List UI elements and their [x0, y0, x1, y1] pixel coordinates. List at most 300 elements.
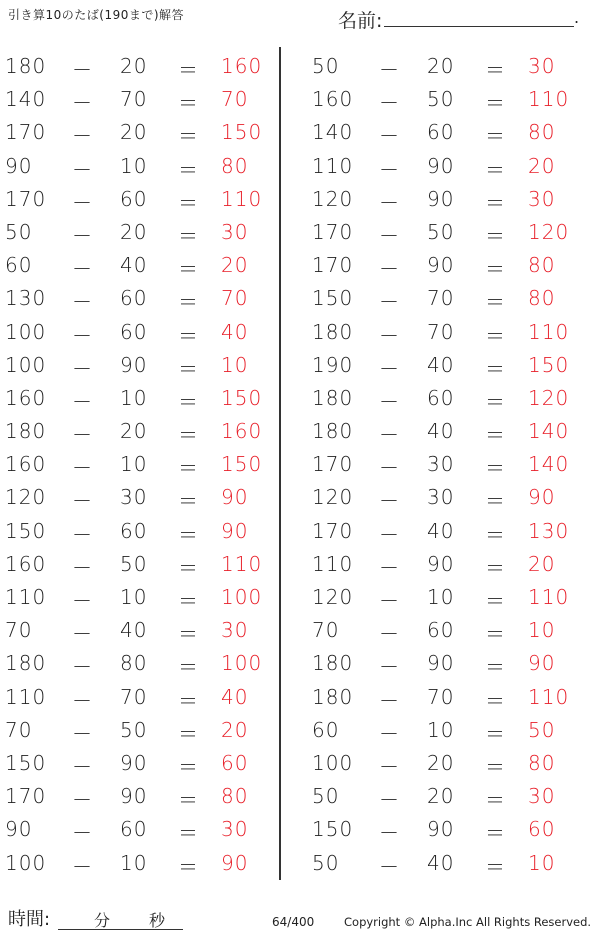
minuend: 50: [312, 784, 340, 809]
minuend: 110: [5, 684, 47, 709]
minus-sign: －: [72, 290, 92, 315]
answer: 20: [528, 551, 556, 576]
subtrahend: 50: [120, 717, 148, 742]
problem-row: [0, 547, 280, 580]
minus-sign: －: [379, 190, 399, 215]
answer: 40: [221, 319, 249, 344]
minuend: 100: [5, 850, 47, 875]
minus-sign: －: [72, 489, 92, 514]
subtrahend: 90: [120, 352, 148, 377]
answer: 80: [221, 784, 249, 809]
answer: 110: [528, 684, 570, 709]
subtrahend: 60: [427, 385, 455, 410]
minuend: 90: [5, 817, 33, 842]
copyright: Copyright © Alpha.Inc All Rights Reserved.: [344, 915, 592, 929]
subtrahend: 20: [120, 120, 148, 145]
problem-row: [307, 447, 587, 480]
subtrahend: 20: [427, 750, 455, 775]
subtrahend: 60: [120, 319, 148, 344]
subtrahend: 90: [427, 186, 455, 211]
problem-row: [307, 680, 587, 713]
subtrahend: 90: [120, 750, 148, 775]
subtrahend: 70: [427, 319, 455, 344]
problem-row: [0, 713, 280, 746]
problem-row: [307, 182, 587, 215]
answer: 60: [528, 817, 556, 842]
answer: 80: [528, 750, 556, 775]
subtrahend: 60: [120, 518, 148, 543]
minus-sign: －: [72, 91, 92, 116]
equals-sign: ＝: [178, 91, 198, 116]
minus-sign: －: [72, 522, 92, 547]
subtrahend: 30: [120, 485, 148, 510]
minuend: 170: [312, 518, 354, 543]
equals-sign: ＝: [485, 854, 505, 879]
minus-sign: －: [379, 257, 399, 282]
subtrahend: 40: [427, 518, 455, 543]
equals-sign: ＝: [485, 555, 505, 580]
subtrahend: 10: [120, 585, 148, 609]
problem-row: [307, 115, 587, 148]
left-problem-column: [0, 49, 280, 879]
minus-sign: －: [379, 223, 399, 248]
minus-sign: －: [379, 655, 399, 680]
minus-sign: －: [379, 91, 399, 116]
equals-sign: ＝: [485, 190, 505, 215]
subtrahend: 30: [427, 485, 455, 510]
equals-sign: ＝: [178, 257, 198, 282]
subtrahend: 10: [427, 717, 455, 742]
equals-sign: ＝: [178, 688, 198, 713]
subtrahend: 50: [427, 219, 455, 244]
answer: 30: [221, 618, 249, 643]
problem-row: [0, 646, 280, 679]
answer: 120: [528, 219, 570, 244]
problem-row: [0, 82, 280, 115]
problem-row: [307, 646, 587, 679]
column-divider: [279, 47, 281, 880]
problem-row: [307, 215, 587, 248]
minus-sign: －: [379, 489, 399, 514]
answer: 150: [221, 385, 263, 410]
subtrahend: 20: [427, 784, 455, 809]
problem-row: [307, 613, 587, 646]
answer: 90: [221, 485, 249, 510]
problem-row: [0, 248, 280, 281]
equals-sign: ＝: [178, 489, 198, 514]
equals-sign: ＝: [485, 688, 505, 713]
problem-row: [307, 149, 587, 182]
answer: 20: [221, 717, 249, 742]
subtrahend: 10: [120, 153, 148, 178]
answer: 30: [528, 54, 556, 78]
subtrahend: 20: [120, 54, 148, 78]
subtrahend: 60: [120, 186, 148, 211]
equals-sign: ＝: [178, 555, 198, 580]
answer: 50: [528, 717, 556, 742]
answer: 10: [528, 850, 556, 875]
answer: 130: [528, 518, 570, 543]
minus-sign: －: [379, 522, 399, 547]
minuend: 70: [5, 618, 33, 643]
minuend: 100: [312, 750, 354, 775]
minuend: 100: [5, 352, 47, 377]
answer: 160: [221, 54, 263, 78]
problem-row: [0, 779, 280, 812]
answer: 110: [528, 319, 570, 344]
minus-sign: －: [379, 456, 399, 481]
answer: 30: [528, 186, 556, 211]
problem-row: [0, 348, 280, 381]
problem-row: [0, 514, 280, 547]
minus-sign: －: [72, 157, 92, 182]
answer: 70: [221, 286, 249, 311]
answer: 110: [221, 186, 263, 211]
equals-sign: ＝: [485, 622, 505, 647]
minus-sign: －: [72, 456, 92, 481]
minus-sign: －: [72, 124, 92, 149]
subtrahend: 40: [427, 419, 455, 444]
answer: 40: [221, 684, 249, 709]
problem-row: [307, 348, 587, 381]
minuend: 50: [312, 850, 340, 875]
answer: 110: [221, 551, 263, 576]
problem-row: [0, 381, 280, 414]
equals-sign: ＝: [485, 489, 505, 514]
minus-sign: －: [379, 721, 399, 746]
subtrahend: 40: [120, 253, 148, 278]
minuend: 180: [312, 319, 354, 344]
problem-row: [0, 182, 280, 215]
minus-sign: －: [379, 622, 399, 647]
problem-row: [0, 812, 280, 845]
problem-row: [0, 680, 280, 713]
minus-sign: －: [72, 655, 92, 680]
equals-sign: ＝: [485, 356, 505, 381]
minuend: 60: [5, 253, 33, 278]
equals-sign: ＝: [178, 157, 198, 182]
minuend: 150: [312, 817, 354, 842]
minutes-label: 分: [94, 911, 111, 930]
minuend: 170: [312, 219, 354, 244]
subtrahend: 40: [427, 850, 455, 875]
problem-row: [307, 713, 587, 746]
minuend: 180: [5, 419, 47, 444]
equals-sign: ＝: [178, 721, 198, 746]
equals-sign: ＝: [178, 124, 198, 149]
equals-sign: ＝: [178, 58, 198, 82]
minuend: 50: [312, 54, 340, 78]
minus-sign: －: [72, 257, 92, 282]
answer: 80: [221, 153, 249, 178]
minus-sign: －: [72, 788, 92, 813]
minus-sign: －: [379, 290, 399, 315]
subtrahend: 10: [427, 585, 455, 609]
equals-sign: ＝: [485, 456, 505, 481]
problem-row: [307, 514, 587, 547]
right-problem-column: [307, 49, 587, 879]
answer: 120: [528, 385, 570, 410]
minuend: 180: [312, 684, 354, 709]
subtrahend: 30: [427, 452, 455, 477]
minuend: 180: [5, 54, 47, 78]
answer: 90: [221, 518, 249, 543]
problem-row: [0, 215, 280, 248]
minuend: 190: [312, 352, 354, 377]
answer: 20: [221, 253, 249, 278]
minuend: 160: [5, 551, 47, 576]
minuend: 150: [5, 750, 47, 775]
problem-row: [307, 812, 587, 845]
answer: 80: [528, 120, 556, 145]
problem-row: [307, 248, 587, 281]
answer: 140: [528, 452, 570, 477]
subtrahend: 60: [427, 618, 455, 643]
problem-row: [307, 547, 587, 580]
equals-sign: ＝: [178, 522, 198, 547]
equals-sign: ＝: [485, 58, 505, 82]
subtrahend: 80: [120, 651, 148, 676]
problem-row: [307, 281, 587, 314]
answer: 150: [221, 452, 263, 477]
minus-sign: －: [379, 323, 399, 348]
answer: 150: [528, 352, 570, 377]
minus-sign: －: [379, 555, 399, 580]
equals-sign: ＝: [178, 456, 198, 481]
problem-row: [307, 315, 587, 348]
subtrahend: 50: [120, 551, 148, 576]
minuend: 180: [312, 651, 354, 676]
minus-sign: －: [379, 589, 399, 613]
answer: 110: [528, 87, 570, 112]
subtrahend: 60: [427, 120, 455, 145]
minuend: 150: [5, 518, 47, 543]
problem-row: [307, 414, 587, 447]
problem-row: [0, 49, 280, 82]
minus-sign: －: [379, 124, 399, 149]
problem-row: [0, 447, 280, 480]
minuend: 110: [312, 153, 354, 178]
subtrahend: 90: [427, 551, 455, 576]
equals-sign: ＝: [178, 356, 198, 381]
problem-row: [307, 381, 587, 414]
subtrahend: 90: [427, 817, 455, 842]
equals-sign: ＝: [485, 323, 505, 348]
minus-sign: －: [72, 58, 92, 82]
answer: 30: [221, 817, 249, 842]
subtrahend: 90: [427, 253, 455, 278]
subtrahend: 60: [120, 817, 148, 842]
answer: 30: [221, 219, 249, 244]
minuend: 70: [5, 717, 33, 742]
equals-sign: ＝: [178, 223, 198, 248]
answer: 30: [528, 784, 556, 809]
minus-sign: －: [379, 854, 399, 879]
equals-sign: ＝: [178, 655, 198, 680]
minuend: 130: [5, 286, 47, 311]
time-label: 時間:: [8, 909, 51, 930]
equals-sign: ＝: [178, 389, 198, 414]
answer: 70: [221, 87, 249, 112]
answer: 140: [528, 419, 570, 444]
equals-sign: ＝: [485, 157, 505, 182]
minus-sign: －: [379, 389, 399, 414]
minuend: 160: [5, 452, 47, 477]
answer: 160: [221, 419, 263, 444]
equals-sign: ＝: [178, 589, 198, 613]
subtrahend: 70: [427, 286, 455, 311]
problem-row: [0, 746, 280, 779]
equals-sign: ＝: [485, 721, 505, 746]
minus-sign: －: [72, 356, 92, 381]
minus-sign: －: [379, 688, 399, 713]
minuend: 170: [312, 253, 354, 278]
subtrahend: 90: [427, 153, 455, 178]
answer: 80: [528, 286, 556, 311]
problem-row: [307, 49, 587, 82]
answer: 90: [528, 651, 556, 676]
equals-sign: ＝: [485, 522, 505, 547]
minus-sign: －: [72, 721, 92, 746]
answer: 20: [528, 153, 556, 178]
answer: 150: [221, 120, 263, 145]
problem-row: [0, 846, 280, 879]
minuend: 140: [5, 87, 47, 112]
minuend: 100: [5, 319, 47, 344]
answer: 110: [528, 585, 570, 609]
minuend: 150: [312, 286, 354, 311]
minuend: 170: [5, 186, 47, 211]
problem-row: [0, 613, 280, 646]
minuend: 120: [312, 585, 354, 609]
minus-sign: －: [379, 821, 399, 846]
minuend: 110: [5, 585, 47, 609]
subtrahend: 90: [120, 784, 148, 809]
minus-sign: －: [379, 356, 399, 381]
problem-row: [307, 480, 587, 513]
page-number: 64/400: [272, 915, 315, 929]
equals-sign: ＝: [178, 622, 198, 647]
equals-sign: ＝: [485, 389, 505, 414]
problem-row: [0, 580, 280, 613]
equals-sign: ＝: [485, 124, 505, 149]
answer: 100: [221, 651, 263, 676]
subtrahend: 60: [120, 286, 148, 311]
seconds-label: 秒: [149, 911, 166, 930]
equals-sign: ＝: [485, 788, 505, 813]
minuend: 70: [312, 618, 340, 643]
subtrahend: 10: [120, 452, 148, 477]
answer: 10: [528, 618, 556, 643]
minuend: 110: [312, 551, 354, 576]
minus-sign: －: [379, 788, 399, 813]
minus-sign: －: [72, 423, 92, 448]
minus-sign: －: [72, 323, 92, 348]
subtrahend: 10: [120, 385, 148, 410]
answer: 60: [221, 750, 249, 775]
subtrahend: 70: [120, 684, 148, 709]
equals-sign: ＝: [178, 821, 198, 846]
equals-sign: ＝: [178, 323, 198, 348]
minus-sign: －: [72, 389, 92, 414]
minuend: 180: [312, 385, 354, 410]
minuend: 170: [5, 120, 47, 145]
problem-row: [307, 82, 587, 115]
equals-sign: ＝: [178, 423, 198, 448]
worksheet-title: 引き算10のたば(190まで)解答: [8, 8, 185, 22]
minus-sign: －: [379, 423, 399, 448]
problem-row: [307, 580, 587, 613]
subtrahend: 40: [120, 618, 148, 643]
minus-sign: －: [72, 821, 92, 846]
problem-row: [0, 281, 280, 314]
minus-sign: －: [379, 157, 399, 182]
equals-sign: ＝: [178, 854, 198, 879]
problem-row: [0, 115, 280, 148]
answer: 10: [221, 352, 249, 377]
minus-sign: －: [379, 58, 399, 82]
subtrahend: 70: [427, 684, 455, 709]
answer: 90: [221, 850, 249, 875]
minuend: 170: [5, 784, 47, 809]
answer: 100: [221, 585, 263, 609]
problem-row: [307, 746, 587, 779]
minus-sign: －: [72, 190, 92, 215]
problem-row: [307, 846, 587, 879]
subtrahend: 90: [427, 651, 455, 676]
answer: 80: [528, 253, 556, 278]
equals-sign: ＝: [485, 423, 505, 448]
minuend: 170: [312, 452, 354, 477]
equals-sign: ＝: [485, 257, 505, 282]
minuend: 120: [5, 485, 47, 510]
subtrahend: 50: [427, 87, 455, 112]
minuend: 120: [312, 485, 354, 510]
answer: 90: [528, 485, 556, 510]
subtrahend: 10: [120, 850, 148, 875]
equals-sign: ＝: [178, 290, 198, 315]
minus-sign: －: [72, 622, 92, 647]
minuend: 180: [5, 651, 47, 676]
minus-sign: －: [72, 754, 92, 779]
equals-sign: ＝: [485, 821, 505, 846]
subtrahend: 20: [120, 419, 148, 444]
equals-sign: ＝: [485, 754, 505, 779]
minuend: 50: [5, 219, 33, 244]
minuend: 90: [5, 153, 33, 178]
equals-sign: ＝: [485, 223, 505, 248]
name-field-line: [384, 26, 574, 27]
name-end-dot: .: [574, 8, 580, 27]
minus-sign: －: [72, 688, 92, 713]
problem-row: [0, 149, 280, 182]
subtrahend: 20: [120, 219, 148, 244]
minus-sign: －: [72, 555, 92, 580]
equals-sign: ＝: [485, 655, 505, 680]
minuend: 60: [312, 717, 340, 742]
problem-row: [0, 414, 280, 447]
minuend: 160: [5, 385, 47, 410]
equals-sign: ＝: [178, 788, 198, 813]
problem-row: [0, 480, 280, 513]
minuend: 140: [312, 120, 354, 145]
minus-sign: －: [379, 754, 399, 779]
subtrahend: 20: [427, 54, 455, 78]
problem-row: [307, 779, 587, 812]
problem-row: [0, 315, 280, 348]
equals-sign: ＝: [485, 290, 505, 315]
subtrahend: 40: [427, 352, 455, 377]
